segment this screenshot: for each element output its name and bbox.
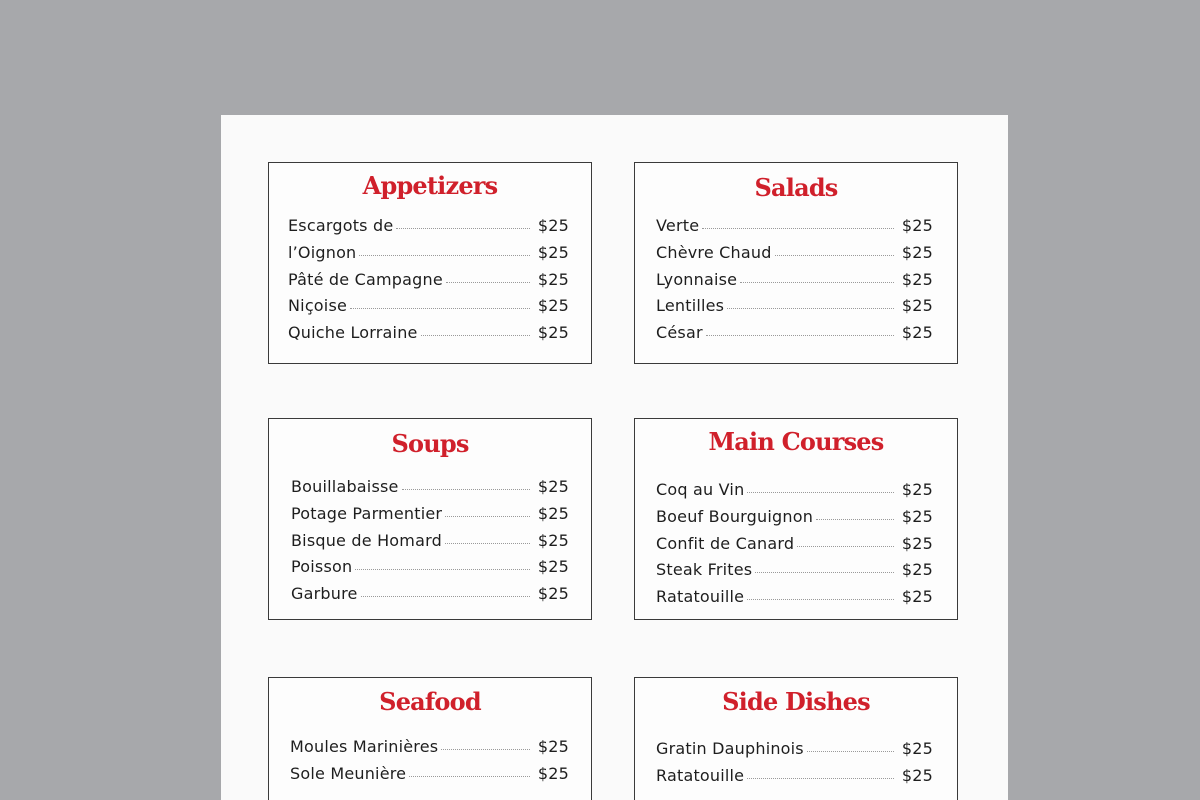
dotted-leader — [747, 599, 894, 600]
dotted-leader — [441, 749, 530, 750]
menu-item — [291, 557, 569, 584]
item-name: Gratin Dauphinois — [656, 739, 804, 758]
item-name: Coq au Vin — [656, 480, 745, 499]
dotted-leader — [359, 255, 529, 256]
menu-item — [291, 477, 569, 504]
item-list — [656, 480, 933, 614]
section-title: Side Dishes — [722, 687, 870, 716]
menu-section-soups — [268, 418, 592, 620]
item-price: $25 — [901, 242, 933, 262]
item-price: $25 — [901, 560, 933, 580]
item-price: $25 — [537, 737, 569, 756]
menu-page — [221, 115, 1008, 800]
item-name: Lyonnaise — [656, 269, 738, 289]
menu-item — [656, 587, 933, 614]
item-name: César — [656, 323, 703, 343]
item-list — [290, 737, 569, 791]
item-price: $25 — [537, 477, 569, 496]
item-price: $25 — [537, 296, 569, 316]
dotted-leader — [755, 572, 894, 573]
menu-item — [291, 584, 569, 611]
item-price: $25 — [537, 323, 569, 343]
dotted-leader — [446, 282, 530, 283]
item-price: $25 — [537, 503, 569, 523]
dotted-leader — [807, 751, 894, 752]
dotted-leader — [747, 492, 893, 493]
menu-item — [288, 243, 569, 270]
dotted-leader — [396, 228, 529, 229]
item-name: Potage Parmentier — [291, 503, 443, 523]
item-list — [656, 739, 933, 793]
menu-item — [288, 323, 569, 350]
menu-item — [656, 296, 933, 323]
dotted-leader — [706, 335, 894, 336]
item-price: $25 — [537, 216, 569, 235]
menu-item — [290, 764, 569, 791]
section-title: Main Courses — [708, 427, 884, 456]
item-price: $25 — [537, 584, 569, 604]
dotted-leader — [445, 516, 530, 517]
menu-item — [656, 243, 933, 270]
item-price: $25 — [901, 533, 933, 553]
dotted-leader — [775, 255, 894, 256]
dotted-leader — [350, 308, 530, 309]
item-name: Confit de Canard — [656, 533, 795, 553]
item-price: $25 — [901, 587, 933, 607]
menu-section-main-courses — [634, 418, 958, 620]
item-name: l’Oignon — [288, 242, 357, 262]
item-name: Ratatouille — [656, 765, 745, 785]
item-name: Steak Frites — [656, 560, 753, 580]
item-name: Bisque de Homard — [291, 530, 442, 550]
menu-item — [291, 504, 569, 531]
section-title: Soups — [391, 429, 469, 458]
dotted-leader — [747, 778, 894, 779]
item-name: Poisson — [291, 557, 353, 577]
menu-item — [291, 531, 569, 558]
menu-item — [656, 480, 933, 507]
item-list — [288, 216, 569, 350]
item-name: Ratatouille — [656, 587, 745, 607]
item-price: $25 — [537, 763, 569, 783]
menu-item — [656, 560, 933, 587]
menu-item — [656, 507, 933, 534]
section-title: Salads — [754, 173, 838, 202]
dotted-leader — [355, 569, 530, 570]
section-title: Appetizers — [362, 171, 498, 200]
menu-item — [288, 216, 569, 243]
item-name: Bouillabaisse — [291, 477, 399, 496]
item-name: Sole Meunière — [290, 763, 407, 783]
item-name: Niçoise — [288, 296, 348, 316]
dotted-leader — [361, 596, 530, 597]
item-name: Verte — [656, 216, 700, 235]
menu-item — [656, 766, 933, 793]
item-name: Chèvre Chaud — [656, 242, 772, 262]
menu-section-appetizers — [268, 162, 592, 364]
item-name: Boeuf Bourguignon — [656, 506, 814, 526]
item-list — [656, 216, 933, 350]
dotted-leader — [727, 308, 894, 309]
item-price: $25 — [537, 557, 569, 577]
item-name: Moules Marinières — [290, 737, 439, 756]
item-name: Pâté de Campagne — [288, 269, 443, 289]
dotted-leader — [421, 335, 530, 336]
item-list — [291, 477, 569, 611]
menu-item — [656, 270, 933, 297]
dotted-leader — [816, 519, 894, 520]
item-price: $25 — [901, 323, 933, 343]
menu-item — [288, 296, 569, 323]
item-name: Quiche Lorraine — [288, 323, 418, 343]
dotted-leader — [409, 776, 530, 777]
item-price: $25 — [901, 765, 933, 785]
item-name: Lentilles — [656, 296, 725, 316]
item-price: $25 — [901, 739, 933, 758]
item-price: $25 — [901, 296, 933, 316]
item-price: $25 — [901, 216, 933, 235]
item-price: $25 — [537, 242, 569, 262]
menu-section-seafood — [268, 677, 592, 800]
item-price: $25 — [537, 530, 569, 550]
dotted-leader — [445, 543, 530, 544]
item-price: $25 — [537, 269, 569, 289]
menu-item — [656, 739, 933, 766]
menu-item — [288, 270, 569, 297]
menu-item — [656, 534, 933, 561]
menu-item — [656, 216, 933, 243]
dotted-leader — [740, 282, 894, 283]
menu-item — [656, 323, 933, 350]
item-price: $25 — [901, 269, 933, 289]
item-name: Garbure — [291, 584, 358, 604]
dotted-leader — [402, 489, 530, 490]
menu-section-side-dishes — [634, 677, 958, 800]
item-price: $25 — [901, 480, 933, 499]
dotted-leader — [702, 228, 894, 229]
item-price: $25 — [901, 506, 933, 526]
menu-section-salads — [634, 162, 958, 364]
menu-item — [290, 737, 569, 764]
section-title: Seafood — [379, 687, 481, 716]
dotted-leader — [797, 546, 894, 547]
item-name: Escargots de — [288, 216, 394, 235]
